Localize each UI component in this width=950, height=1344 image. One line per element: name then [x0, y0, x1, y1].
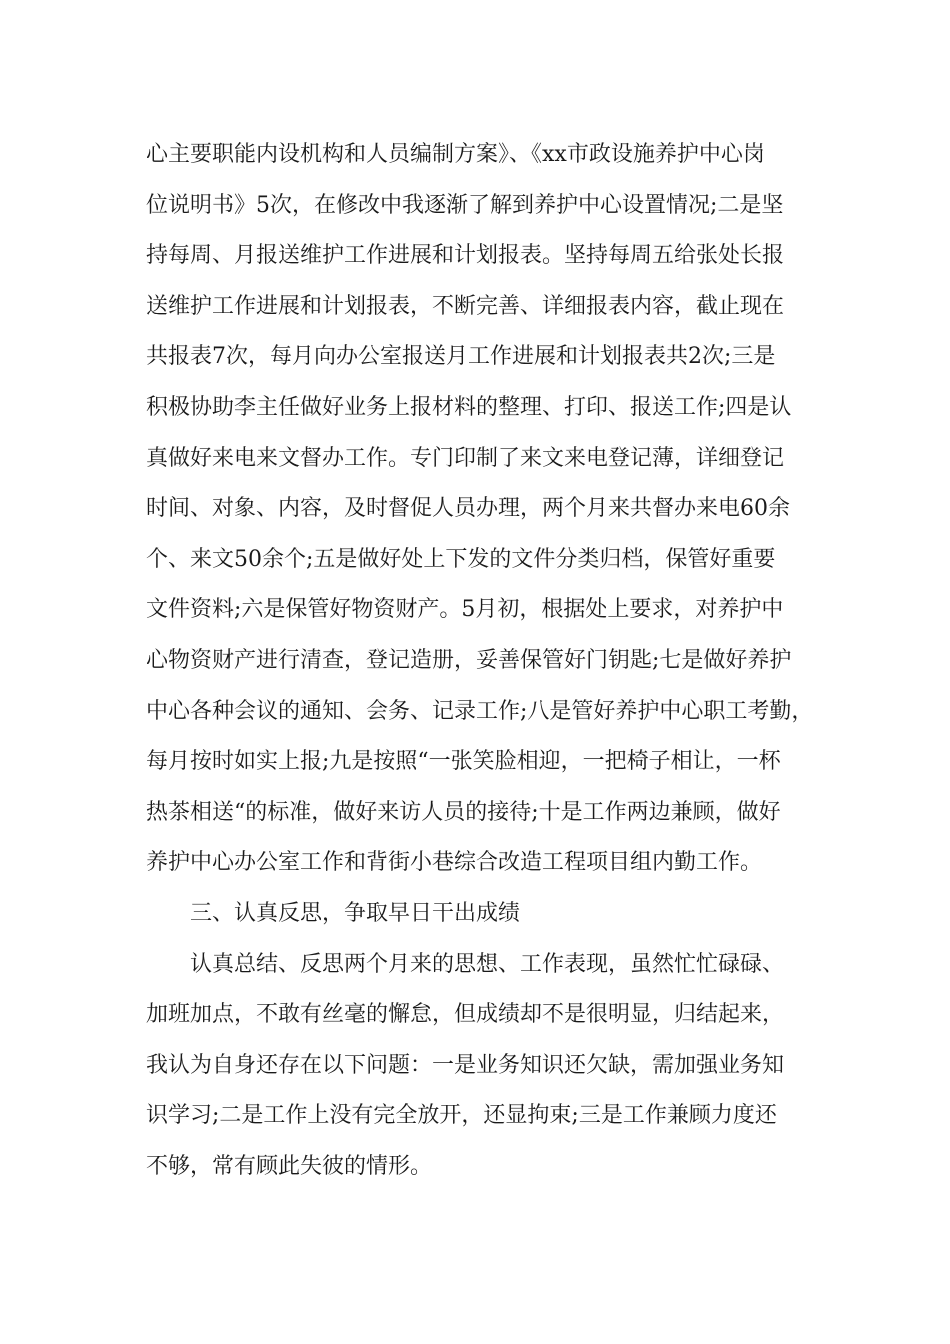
text-line: 识学习;二是工作上没有完全放开，还显拘束;三是工作兼顾力度还	[146, 1103, 777, 1129]
text-line: 持每周、月报送维护工作进展和计划报表。坚持每周五给张处长报	[146, 243, 785, 269]
text-line: 真做好来电来文督办工作。专门印制了来文来电登记薄，详细登记	[146, 445, 785, 471]
text-line: 共报表7次，每月向办公室报送月工作进展和计划报表共2次;三是	[146, 344, 776, 370]
text-line: 加班加点，不敢有丝毫的懈怠，但成绩却不是很明显，归结起来，	[146, 1002, 785, 1028]
text-line: 心主要职能内设机构和人员编制方案》、《xx市政设施养护中心岗	[146, 142, 765, 167]
text-line: 位说明书》5次，在修改中我逐渐了解到养护中心设置情况;二是坚	[146, 192, 784, 218]
text-line: 心物资财产进行清查，登记造册，妥善保管好门钥匙;七是做好养护	[146, 647, 792, 673]
text-line: 中心各种会议的通知、会务、记录工作;八是管好养护中心职工考勤，	[146, 698, 814, 724]
text-line: 我认为自身还存在以下问题：一是业务知识还欠缺，需加强业务知	[146, 1052, 785, 1078]
text-line: 积极协助李主任做好业务上报材料的整理、打印、报送工作;四是认	[146, 394, 792, 420]
text-line: 时间、对象、内容，及时督促人员办理，两个月来共督办来电60余	[146, 496, 790, 522]
text-line: 热茶相送“的标准，做好来访人员的接待;十是工作两边兼顾，做好	[146, 799, 781, 825]
text-line: 不够，常有顾此失彼的情形。	[146, 1153, 433, 1179]
section-heading: 三、认真反思，争取早日干出成绩	[190, 900, 521, 926]
text-line: 每月按时如实上报;九是按照“一张笑脸相迎，一把椅子相让，一杯	[146, 749, 781, 775]
document-body	[146, 130, 826, 1192]
text-line: 送维护工作进展和计划报表，不断完善、详细报表内容，截止现在	[146, 293, 785, 319]
text-line: 养护中心办公室工作和背街小巷综合改造工程项目组内勤工作。	[146, 850, 763, 876]
text-line: 认真总结、反思两个月来的思想、工作表现，虽然忙忙碌碌、	[190, 951, 785, 977]
text-line: 文件资料;六是保管好物资财产。5月初，根据处上要求，对养护中	[146, 597, 784, 623]
text-line: 个、来文50余个;五是做好处上下发的文件分类归档，保管好重要	[146, 546, 776, 572]
